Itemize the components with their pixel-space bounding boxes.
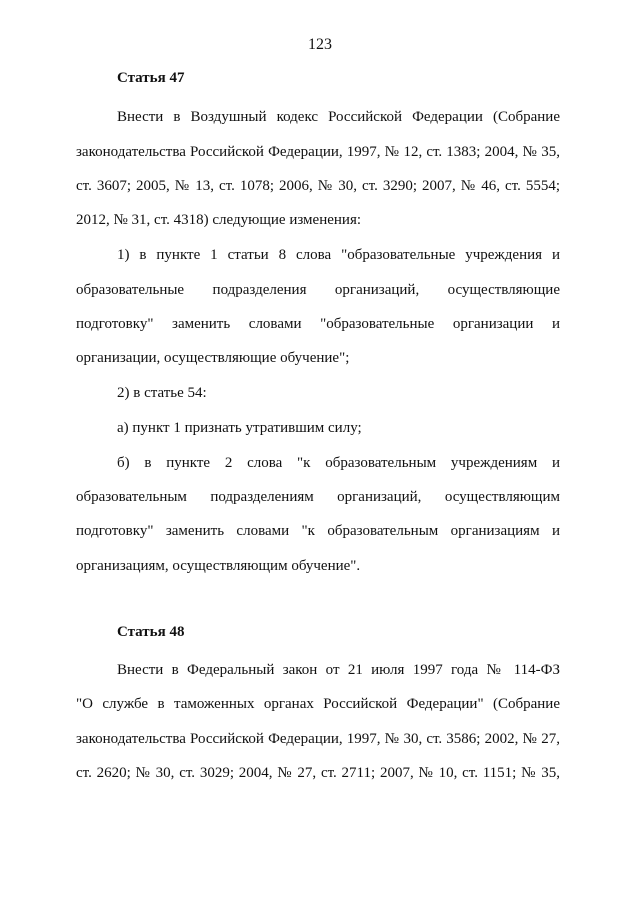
article-47-line-7: подготовку" заменить словами "образовательные организации и <box>76 316 560 332</box>
article-47-line-3: ст. 3607; 2005, № 13, ст. 1078; 2006, № 30, ст. 3290; 2007, № 46, ст. 5554; <box>76 178 560 194</box>
article-47-line-14: организациям, осуществляющим обучение". <box>76 558 361 574</box>
article-47-line-9: 2) в статье 54: <box>117 385 207 401</box>
page-number: 123 <box>308 36 332 53</box>
article-47-line-13: подготовку" заменить словами "к образовательным организациям и <box>76 523 560 539</box>
article-47-line-2: законодательства Российской Федерации, 1997, № 12, ст. 1383; 2004, № 35, <box>76 144 560 160</box>
article-47-line-8: организации, осуществляющие обучение"; <box>76 350 350 366</box>
article-48-line-1: Внести в Федеральный закон от 21 июля 1997 года № 114-ФЗ <box>117 662 560 678</box>
article-48-line-2: "О службе в таможенных органах Российской Федерации" (Собрание <box>76 696 560 712</box>
article-47-line-4: 2012, № 31, ст. 4318) следующие изменения: <box>76 212 362 228</box>
article-48-line-3: законодательства Российской Федерации, 1997, № 30, ст. 3586; 2002, № 27, <box>76 731 560 747</box>
article-48-heading: Статья 48 <box>117 624 185 640</box>
article-47-line-1: Внести в Воздушный кодекс Российской Федерации (Собрание <box>117 109 560 125</box>
article-47-line-10: а) пункт 1 признать утратившим силу; <box>117 420 362 436</box>
article-48-line-4: ст. 2620; № 30, ст. 3029; 2004, № 27, ст. 2711; 2007, № 10, ст. 1151; № 35, <box>76 765 560 781</box>
article-47-line-12: образовательным подразделениям организаций, осуществляющим <box>76 489 560 505</box>
article-47-line-6: образовательные подразделения организаций, осуществляющие <box>76 282 560 298</box>
article-47-line-11: б) в пункте 2 слова "к образовательным учреждениям и <box>117 455 560 471</box>
article-47-heading: Статья 47 <box>117 70 185 86</box>
article-47-line-5: 1) в пункте 1 статьи 8 слова "образовательные учреждения и <box>117 247 560 263</box>
